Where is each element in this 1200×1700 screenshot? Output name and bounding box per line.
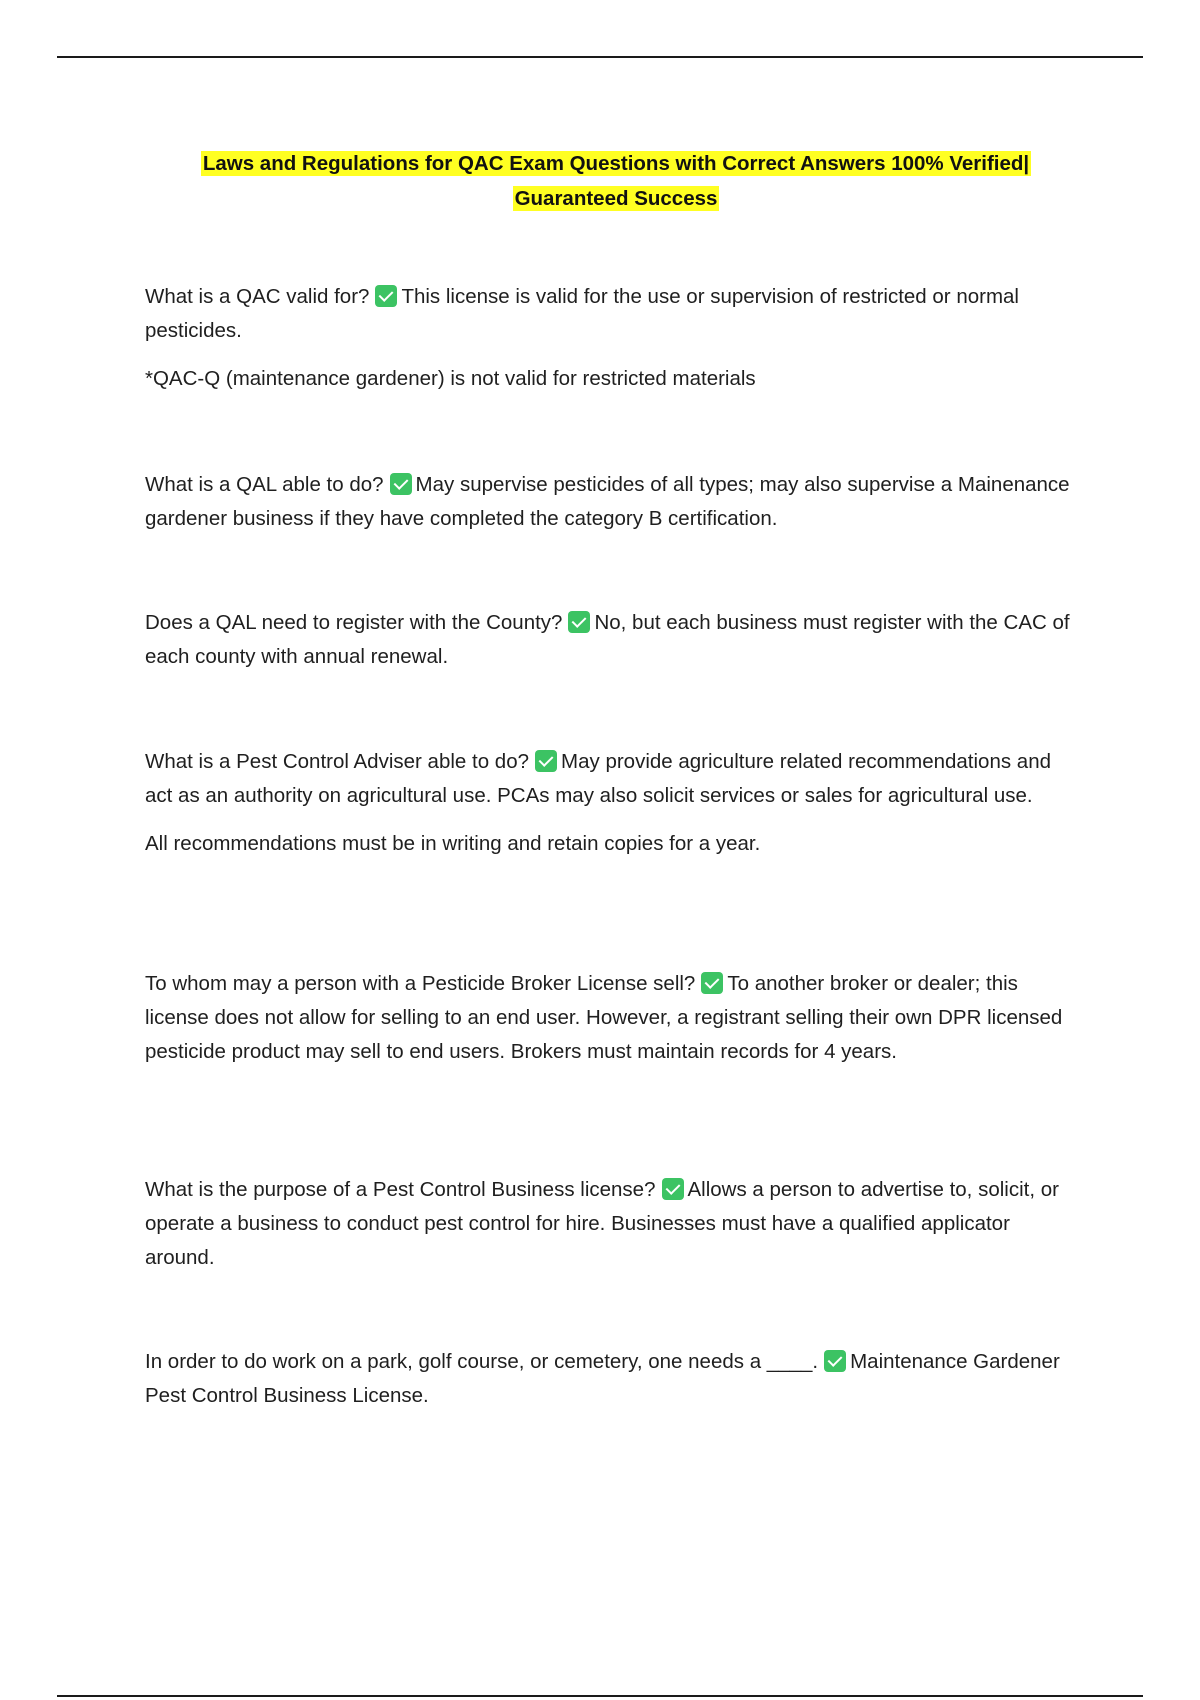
qa-paragraph (145, 280, 1080, 348)
answer-note: All recommendations must be in writing and retain copies for a year. (145, 832, 761, 855)
check-mark-icon (375, 285, 397, 307)
check-mark-icon (824, 1350, 846, 1372)
check-mark-icon (662, 1178, 684, 1200)
answer-text: Allows a person to advertise to, solicit, or operate a business to conduct pest control for hire. Businesses must have a qualified applicator around. (145, 1178, 1059, 1269)
check-mark-icon (390, 473, 412, 495)
qa-paragraph (145, 967, 1080, 1069)
question-text: In order to do work on a park, golf course, or cemetery, one needs a ____. (145, 1350, 819, 1373)
question-text: To whom may a person with a Pesticide Broker License sell? (145, 972, 696, 995)
answer-text: To another broker or dealer; this license does not allow for selling to an end user. However, a registrant selling their own DPR licensed pesticide product may sell to end users. Brokers must maintain records for 4 years. (145, 972, 1063, 1063)
qa-item-2 (145, 468, 1080, 536)
top-rule (57, 56, 1143, 58)
answer-text: Maintenance Gardener Pest Control Business License. (145, 1350, 1060, 1407)
check-mark-icon (568, 611, 590, 633)
qa-item-5 (145, 967, 1080, 1069)
qa-item-1 (145, 280, 1080, 396)
answer-text: May provide agriculture related recommendations and act as an authority on agricultural use. PCAs may also solicit services or sales for agricultural use. (145, 750, 1051, 807)
question-text: What is a Pest Control Adviser able to do? (145, 750, 530, 773)
qa-item-7 (145, 1345, 1080, 1413)
question-text: What is the purpose of a Pest Control Business license? (145, 1178, 656, 1201)
qa-item-3 (145, 606, 1080, 674)
qa-paragraph (145, 606, 1080, 674)
title-line-1: Laws and Regulations for QAC Exam Questions with Correct Answers 100% Verified| (202, 152, 1030, 175)
qa-paragraph (145, 468, 1080, 536)
answer-text: This license is valid for the use or supervision of restricted or normal pesticides. (145, 285, 1019, 342)
qa-item-4 (145, 745, 1080, 861)
question-text: Does a QAL need to register with the County? (145, 611, 563, 634)
check-mark-icon (535, 750, 557, 772)
title-line-2: Guaranteed Success (514, 187, 718, 210)
answer-text: May supervise pesticides of all types; may also supervise a Mainenance gardener business if they have completed the category B certification. (145, 473, 1070, 530)
check-mark-icon (701, 972, 723, 994)
bottom-rule (57, 1695, 1143, 1697)
qa-item-6 (145, 1173, 1080, 1275)
answer-note: *QAC-Q (maintenance gardener) is not valid for restricted materials (145, 367, 756, 390)
answer-text: No, but each business must register with the CAC of each county with annual renewal. (145, 611, 1070, 668)
document-title (0, 146, 1200, 216)
qa-paragraph (145, 745, 1080, 813)
question-text: What is a QAL able to do? (145, 473, 384, 496)
qa-paragraph (145, 1345, 1080, 1413)
question-text: What is a QAC valid for? (145, 285, 370, 308)
qa-paragraph (145, 1173, 1080, 1275)
